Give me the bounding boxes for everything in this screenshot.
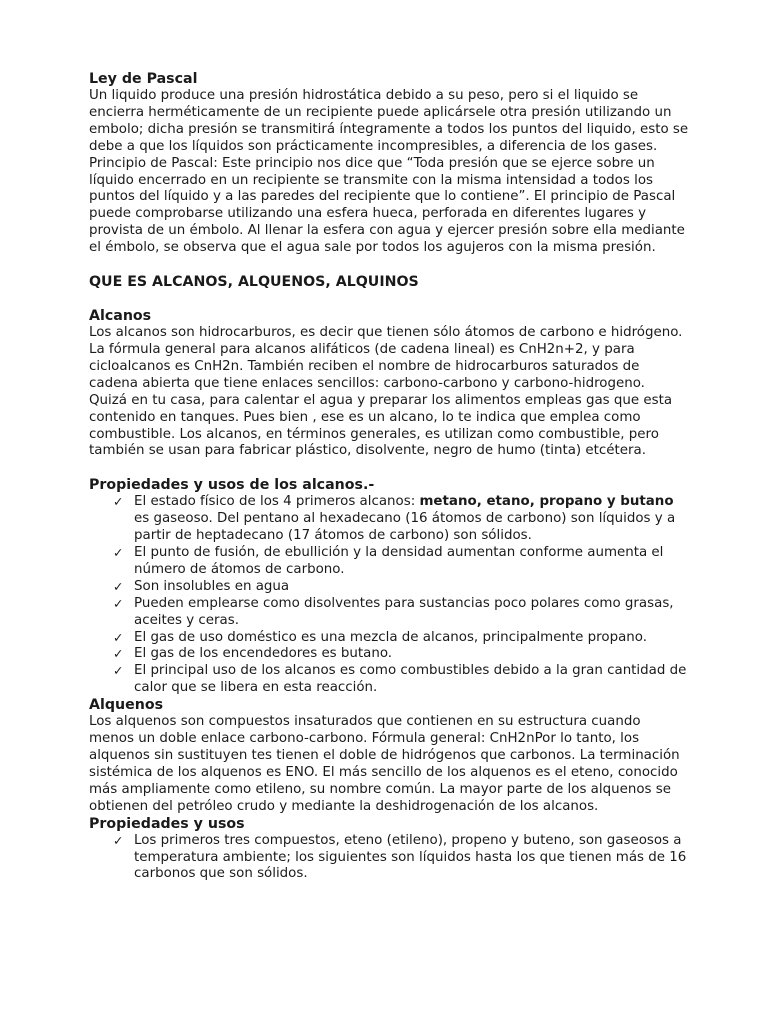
list-item: [89, 663, 689, 697]
list-item: [89, 646, 689, 663]
list-item-text: El principal uso de los alcanos es como combustibles debido a la gran cantidad de calor que se libera en esta reacción.: [134, 663, 687, 696]
list-item-text: Pueden emplearse como disolventes para sustancias poco polares como grasas, aceites y ceras.: [134, 595, 674, 628]
prop-alcanos-list: [89, 494, 689, 697]
list-item: [89, 579, 689, 596]
list-item: [89, 596, 689, 630]
list-item-text: El gas de uso doméstico es una mezcla de alcanos, principalmente propano.: [134, 629, 647, 645]
list-item-text: El gas de los encendedores es butano.: [134, 646, 393, 662]
pascal-title: Ley de Pascal: [89, 71, 198, 87]
list-item: [89, 630, 689, 647]
checkmark-icon: ✓: [113, 545, 124, 561]
checkmark-icon: ✓: [113, 663, 124, 679]
list-item-bold-text: metano, etano, propano y butano: [419, 494, 674, 510]
alcanos-title: Alcanos: [89, 308, 152, 325]
spacer: [89, 257, 689, 274]
alcanos-paragraph-1: Los alcanos son hidrocarburos, es decir que tienen sólo átomos de carbono e hidrógeno. La fórmula general para alcanos alifáticos (de cadena lineal) es CnH2n+2, y para cicloalcanos es CnH2n. También reciben el nombre de hidrocarburos saturados de cadena abierta que tiene enlaces sencillos: carbono-carbono y carbono-hidrogeno.: [89, 325, 683, 391]
pascal-body: Un liquido produce una presión hidrostática debido a su peso, pero si el liquido se encierra herméticamente de un recipiente puede aplicársele otra presión utilizando un embolo; dicha presión se transmitirá íntegramente a todos los puntos del liquido, esto se debe a que los líquidos son prácticamente incompresibles, a diferencia de los gases. Principio de Pascal: Este principio nos dice que “Toda presión que se ejerce sobre un líquido encerrado en un recipiente se transmite con la misma intensidad a todos los puntos del líquido y a las paredes del recipiente que lo contiene”. El principio de Pascal puede comprobarse utilizando una esfera hueca, perforada en diferentes lugares y provista de un émbolo. Al llenar la esfera con agua y ejercer presión sobre ella mediante el émbolo, se observa que el agua sale por todos los agujeros con la misma presión.: [89, 88, 689, 256]
list-item: [89, 545, 689, 579]
prop-alquenos-title: Propiedades y usos: [89, 815, 245, 832]
list-item-text: es gaseoso. Del pentano al hexadecano (16 átomos de carbono) son líquidos y a partir de heptadecano (17 átomos de carbono) son sólidos.: [134, 511, 676, 544]
list-item-text: Son insolubles en agua: [134, 578, 290, 594]
checkmark-icon: ✓: [113, 595, 124, 611]
list-item: [89, 494, 689, 545]
list-item-text: El estado físico de los 4 primeros alcanos:: [134, 494, 420, 510]
checkmark-icon: ✓: [113, 629, 124, 645]
prop-alcanos-title: Propiedades y usos de los alcanos.-: [89, 477, 375, 494]
checkmark-icon: ✓: [113, 646, 124, 662]
alquenos-body: Los alquenos son compuestos insaturados que contienen en su estructura cuando menos un doble enlace carbono-carbono. Fórmula general: CnH2nPor lo tanto, los alquenos sin sustituyen tes tienen el doble de hidrógenos que carbonos. La terminación sistémica de los alquenos es ENO. El más sencillo de los alquenos es el eteno, conocido más ampliamente como etileno, su nombre común. La mayor parte de los alquenos se obtienen del petróleo crudo y mediante la deshidrogenación de los alcanos.: [89, 714, 680, 814]
checkmark-icon: ✓: [113, 832, 124, 848]
list-item-text: El punto de fusión, de ebullición y la densidad aumentan conforme aumenta el número de átomos de carbono.: [134, 545, 664, 577]
alcanos-paragraph-2: Quizá en tu casa, para calentar el agua y preparar los alimentos empleas gas que esta contenido en tanques. Pues bien , ese es un alcano, lo te indica que emplea como combustible. Los alcanos, en términos generales, es utilizan como combustible, pero también se usan para fabricar plástico, disolvente, negro de humo (tinta) etcétera.: [89, 392, 673, 459]
list-item-text: Los primeros tres compuestos, eteno (etileno), propeno y buteno, son gaseosos a temperatura ambiente; los siguientes son líquidos hasta los que tienen más de 16 carbonos que son sólidos.: [134, 832, 687, 882]
list-item: [89, 833, 689, 884]
section-title: QUE ES ALCANOS, ALQUENOS, ALQUINOS: [89, 274, 419, 291]
spacer: [89, 460, 689, 477]
checkmark-icon: ✓: [113, 578, 124, 594]
checkmark-icon: ✓: [113, 494, 124, 510]
prop-alquenos-list: [89, 833, 689, 884]
alquenos-title: Alquenos: [89, 697, 164, 714]
spacer: [89, 291, 689, 308]
